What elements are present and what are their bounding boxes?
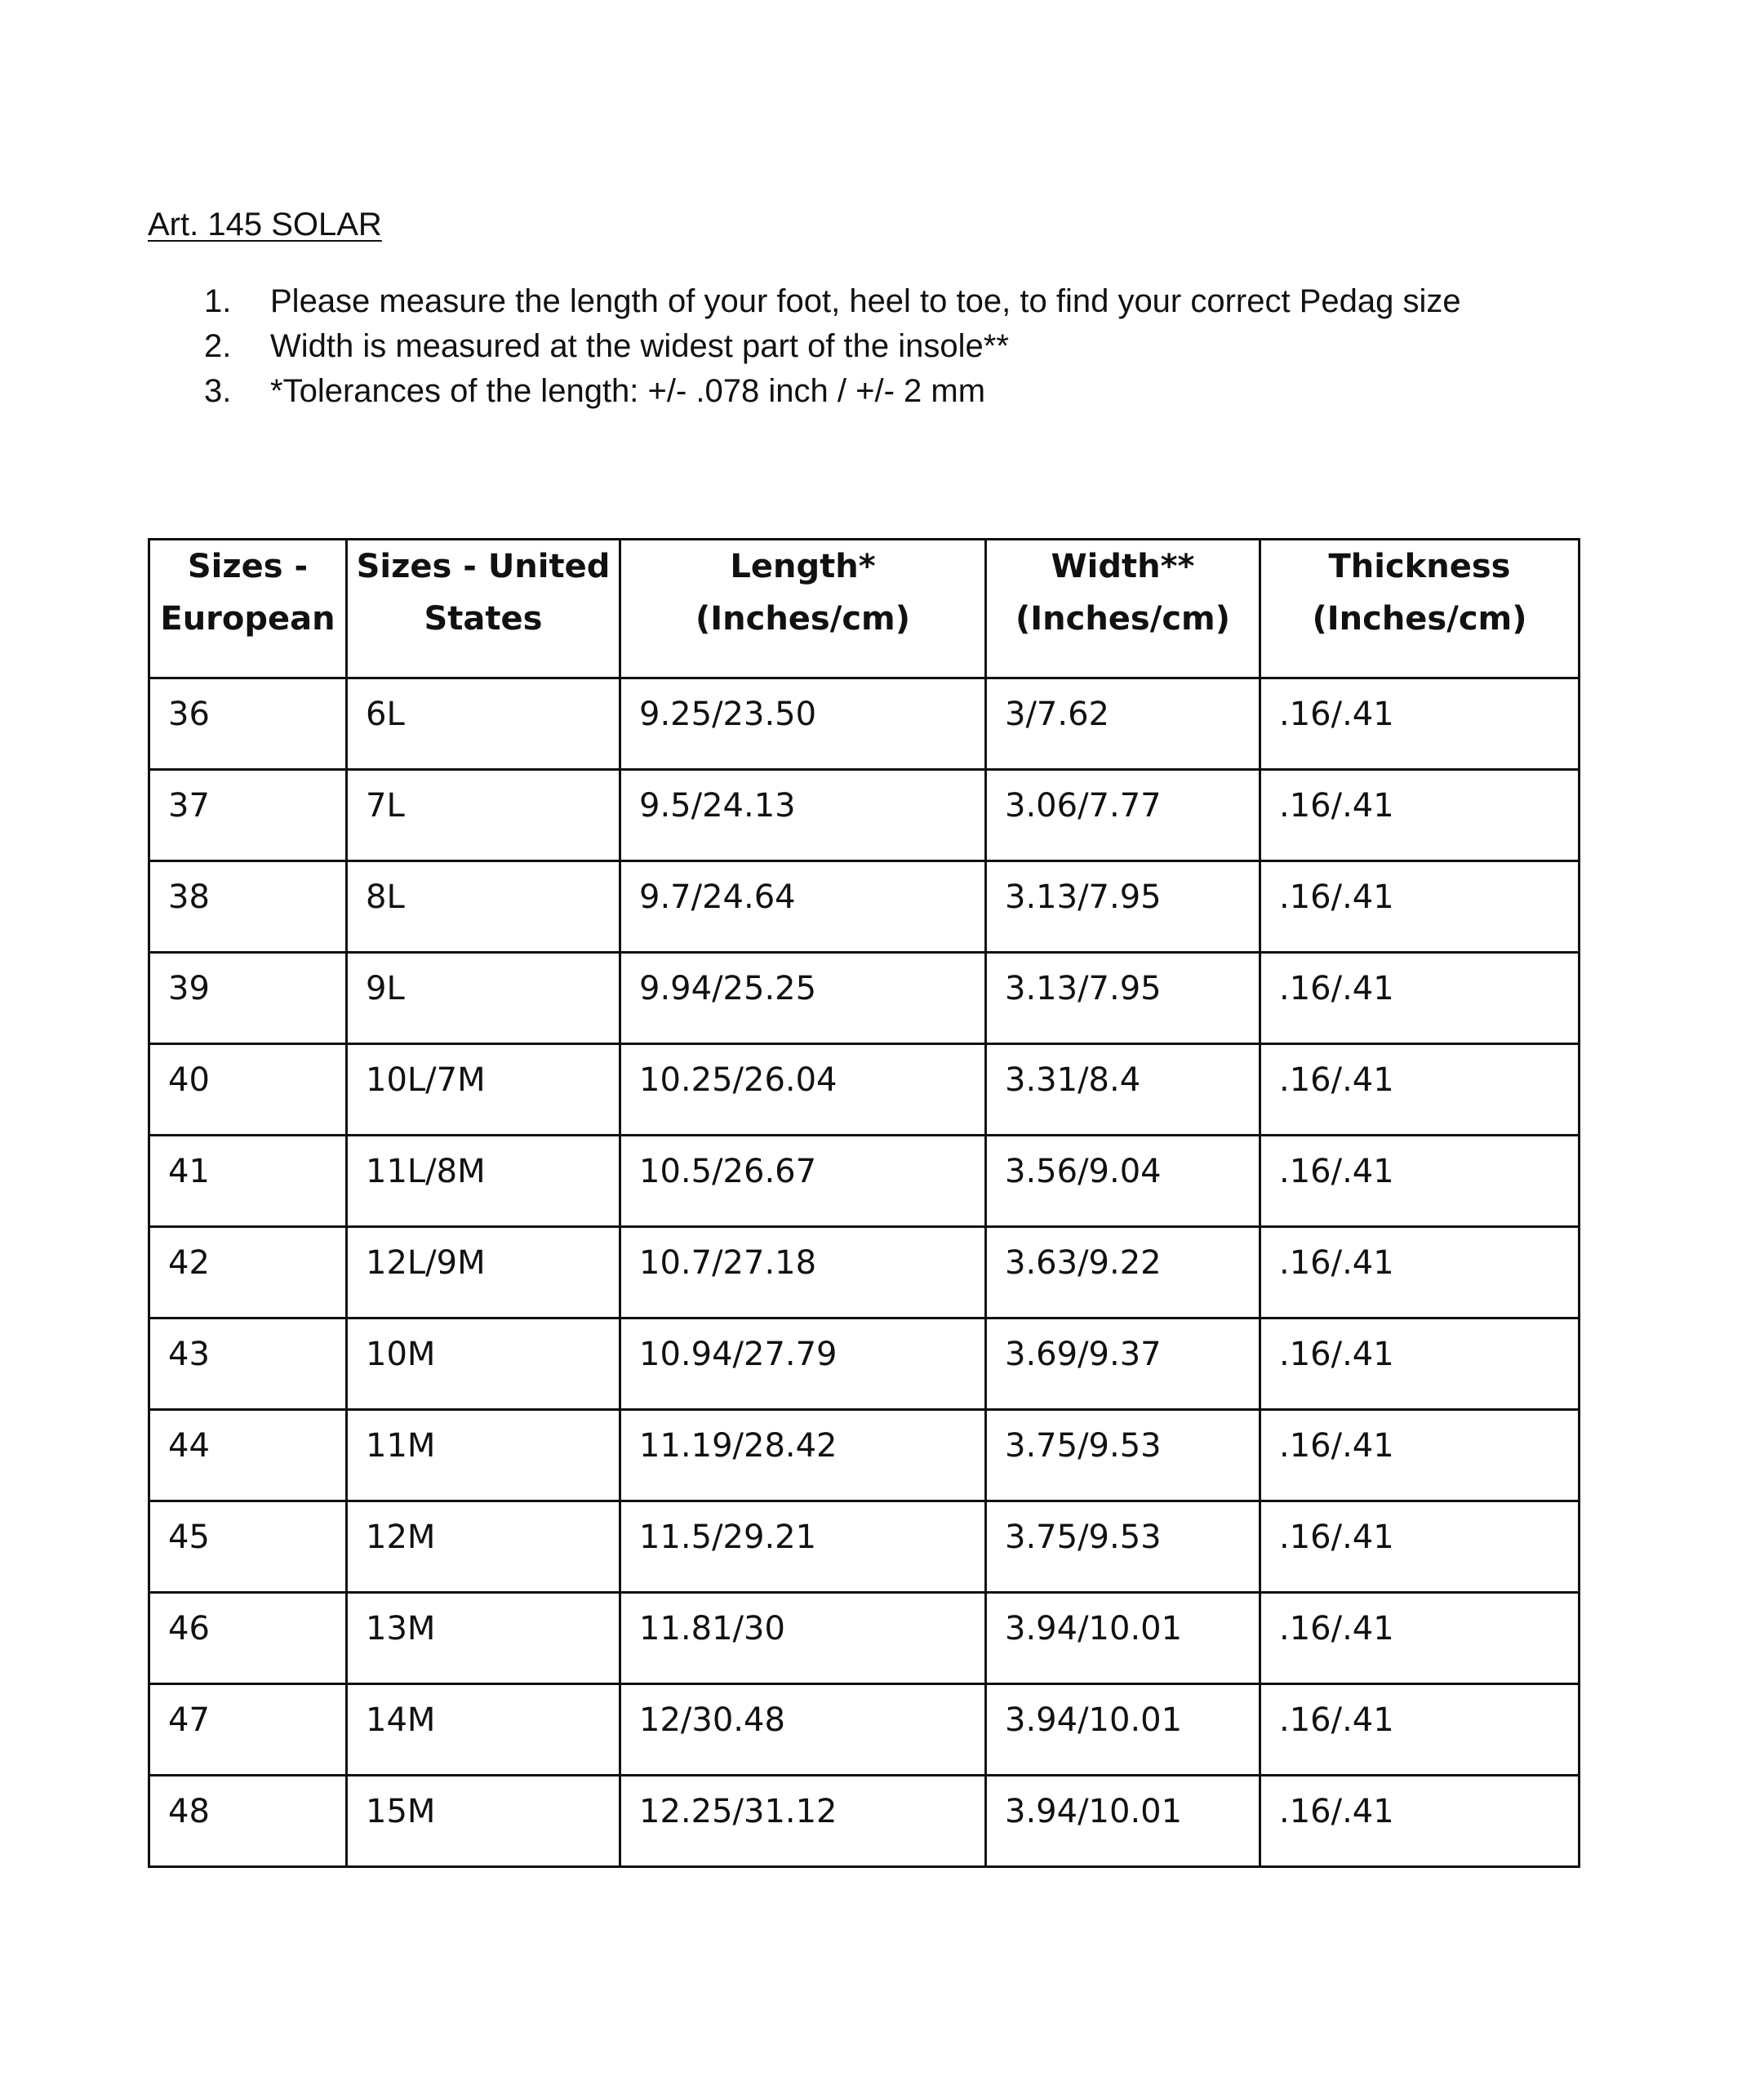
page-title: Art. 145 SOLAR [148,207,382,242]
cell-european: 44 [149,1410,347,1501]
cell-us: 6L [347,678,620,770]
table-row [149,678,1580,770]
cell-european: 47 [149,1684,347,1776]
cell-width: 3.13/7.95 [986,861,1260,953]
header-sizes-us: Sizes - United States [347,540,620,678]
cell-length: 11.19/28.42 [620,1410,986,1501]
cell-thickness: .16/.41 [1260,861,1580,953]
table-row [149,1318,1580,1410]
list-number: 2. [204,328,232,364]
table-row [149,1044,1580,1136]
table-row [149,1593,1580,1684]
cell-european: 39 [149,953,347,1044]
cell-us: 7L [347,770,620,861]
cell-european: 45 [149,1501,347,1593]
header-sizes-european: Sizes - European [149,540,347,678]
cell-length: 10.94/27.79 [620,1318,986,1410]
cell-thickness: .16/.41 [1260,678,1580,770]
list-item [204,324,1461,369]
cell-width: 3.94/10.01 [986,1776,1260,1867]
table-row [149,1776,1580,1867]
cell-thickness: .16/.41 [1260,1501,1580,1593]
cell-width: 3.75/9.53 [986,1410,1260,1501]
cell-length: 11.5/29.21 [620,1501,986,1593]
cell-european: 48 [149,1776,347,1867]
list-text: Width is measured at the widest part of the insole** [270,328,1009,364]
cell-width: 3.94/10.01 [986,1684,1260,1776]
table-row [149,1227,1580,1318]
cell-us: 9L [347,953,620,1044]
table-row [149,1684,1580,1776]
cell-thickness: .16/.41 [1260,770,1580,861]
cell-thickness: .16/.41 [1260,1593,1580,1684]
cell-width: 3.69/9.37 [986,1318,1260,1410]
cell-length: 10.5/26.67 [620,1136,986,1227]
cell-width: 3.56/9.04 [986,1136,1260,1227]
cell-us: 13M [347,1593,620,1684]
cell-us: 8L [347,861,620,953]
cell-european: 36 [149,678,347,770]
cell-length: 11.81/30 [620,1593,986,1684]
cell-width: 3.06/7.77 [986,770,1260,861]
cell-thickness: .16/.41 [1260,1136,1580,1227]
table-row [149,1501,1580,1593]
list-number: 3. [204,373,232,409]
list-text: *Tolerances of the length: +/- .078 inch / +/- 2 mm [270,373,986,409]
cell-thickness: .16/.41 [1260,1410,1580,1501]
size-chart-table [148,538,1580,1868]
cell-length: 10.7/27.18 [620,1227,986,1318]
cell-us: 11M [347,1410,620,1501]
cell-us: 11L/8M [347,1136,620,1227]
cell-european: 41 [149,1136,347,1227]
cell-thickness: .16/.41 [1260,1044,1580,1136]
cell-width: 3.75/9.53 [986,1501,1260,1593]
header-length: Length* (Inches/cm) [620,540,986,678]
cell-length: 12.25/31.12 [620,1776,986,1867]
cell-us: 12M [347,1501,620,1593]
cell-us: 15M [347,1776,620,1867]
list-text: Please measure the length of your foot, heel to toe, to find your correct Pedag size [270,283,1461,319]
cell-european: 37 [149,770,347,861]
cell-european: 40 [149,1044,347,1136]
table-row [149,953,1580,1044]
cell-european: 46 [149,1593,347,1684]
cell-us: 10M [347,1318,620,1410]
list-item [204,369,1461,414]
cell-length: 12/30.48 [620,1684,986,1776]
cell-european: 43 [149,1318,347,1410]
list-item [204,279,1461,324]
cell-length: 9.5/24.13 [620,770,986,861]
table-row [149,770,1580,861]
header-width: Width** (Inches/cm) [986,540,1260,678]
cell-length: 9.94/25.25 [620,953,986,1044]
table-row [149,1136,1580,1227]
cell-us: 14M [347,1684,620,1776]
header-thickness: Thickness (Inches/cm) [1260,540,1580,678]
cell-width: 3.94/10.01 [986,1593,1260,1684]
instructions-list [204,279,1461,414]
cell-thickness: .16/.41 [1260,1318,1580,1410]
cell-european: 42 [149,1227,347,1318]
cell-width: 3.63/9.22 [986,1227,1260,1318]
table-header-row [149,540,1580,678]
cell-thickness: .16/.41 [1260,1776,1580,1867]
cell-width: 3.31/8.4 [986,1044,1260,1136]
table-row [149,861,1580,953]
cell-width: 3.13/7.95 [986,953,1260,1044]
cell-width: 3/7.62 [986,678,1260,770]
cell-thickness: .16/.41 [1260,1227,1580,1318]
cell-thickness: .16/.41 [1260,953,1580,1044]
cell-us: 12L/9M [347,1227,620,1318]
cell-length: 10.25/26.04 [620,1044,986,1136]
cell-european: 38 [149,861,347,953]
cell-length: 9.25/23.50 [620,678,986,770]
cell-length: 9.7/24.64 [620,861,986,953]
cell-us: 10L/7M [347,1044,620,1136]
cell-thickness: .16/.41 [1260,1684,1580,1776]
list-number: 1. [204,283,232,319]
table-row [149,1410,1580,1501]
